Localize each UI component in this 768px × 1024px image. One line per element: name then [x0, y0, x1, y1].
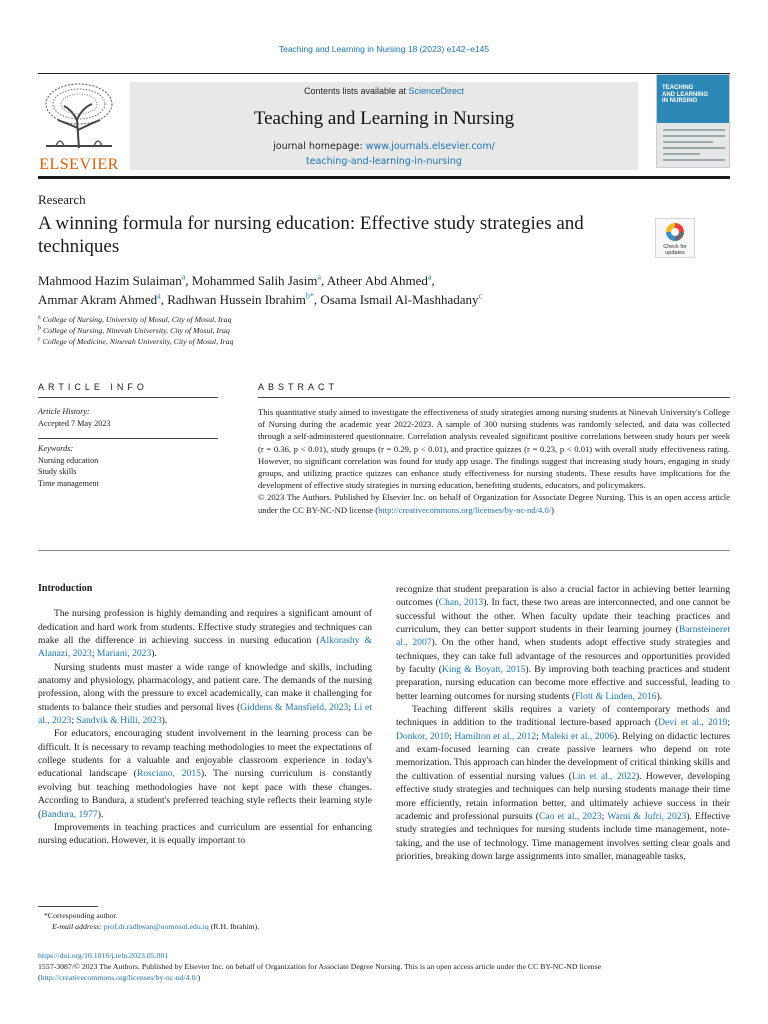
paragraph-text: Teaching different skills requires a variety of contemporary methods and techniques in addition to the traditional lecture-based approach ( [396, 704, 730, 729]
paragraph [38, 607, 372, 660]
article-history [38, 406, 111, 429]
paragraph-text: ). The nursing curriculum is constantly evolving but teaching methodologies have not kept pace with these changes. According to Bandura, a student's preferred teaching style reflects their learning style ( [38, 768, 372, 820]
citation-link[interactable]: Barnsteineret al., 2007 [396, 624, 730, 649]
citation-link[interactable]: Maleki et al., 2006 [541, 730, 614, 742]
homepage-link-line2[interactable]: teaching-and-learning-in-nursing [306, 156, 462, 167]
keyword: Study skills [38, 467, 77, 476]
article-type: Research [38, 192, 86, 207]
paragraph-text: For educators, encouraging student involvement in the learning process can be difficult. It is necessary to revamp teaching methodologies to meet the expectations of college students for a valuable and enjoyable classroom experience in today's educational landscape ( [38, 728, 372, 780]
citation-link[interactable]: Sandvik & Hilli, 2023 [76, 715, 162, 727]
keyword: Nursing education [38, 455, 99, 465]
paragraph-text: ). Effective study strategies and techniques for nursing students include time management, note-taking, and the use of technology. Time management involves setting clear goals and priorities, breaking down large assignments into smaller, manageable tasks, [396, 810, 731, 862]
author-affiliation-mark[interactable]: a [181, 272, 186, 282]
author-name[interactable]: Atheer Abd Ahmed [326, 273, 428, 288]
paragraph-text: ). On the other hand, when students adopt effective study strategies and techniques, they can take full advantage of the resources and opportunities provided by faculty ( [396, 637, 730, 676]
citation-link[interactable]: Chan, 2013 [438, 597, 484, 609]
citation-link[interactable]: Li et al., 2023 [38, 701, 372, 727]
citation-separator: ; [71, 715, 77, 727]
article-info-rule [38, 397, 218, 398]
crossmark-icon [665, 222, 685, 244]
author-affiliation-mark[interactable]: b* [305, 291, 314, 301]
paren-open: ( [38, 973, 41, 982]
footer-license-url-line [38, 972, 730, 983]
author-separator: , [185, 273, 192, 288]
citation-link[interactable]: Donkor, 2010 [396, 730, 450, 742]
author-affiliation-mark[interactable]: a [157, 291, 161, 301]
affiliation-text: College of Medicine, Ninevah University, City of Mosul, Iraq [42, 337, 234, 346]
citation-link[interactable]: Cao et al., 2023 [538, 810, 602, 822]
keywords-label: Keywords: [38, 444, 74, 453]
journal-homepage [130, 139, 638, 169]
license-text: © 2023 The Authors. Published by Elsevier Inc. on behalf of Organization for Associate Degree Nursing. This is an open access article under the CC BY-NC-ND license ( [258, 492, 730, 515]
author-name[interactable]: Ammar Akram Ahmed [38, 292, 158, 307]
affiliation-key: b [38, 325, 41, 332]
journal-cover-thumbnail[interactable] [656, 74, 730, 168]
journal-header [38, 73, 730, 173]
paragraph-end: ). [161, 715, 168, 727]
citation-separator: ; [91, 648, 97, 660]
history-label: Article History: [38, 407, 90, 416]
author-name[interactable]: Osama Ismail Al-Mashhadany [320, 292, 479, 307]
corresponding-text: Corresponding author. [47, 911, 118, 920]
author-affiliation-mark[interactable]: a [427, 272, 432, 282]
paragraph [396, 703, 730, 863]
author-separator: , [160, 292, 168, 307]
paragraph-text: The nursing profession is highly demanding and requires a significant amount of dedication and hard work from students. Effective study strategies and techniques can make all the difference in achieving success in nursing education ( [38, 608, 372, 647]
citation-separator: ; [601, 810, 608, 822]
affiliation-item [38, 336, 233, 347]
section-heading-introduction: Introduction [38, 583, 93, 594]
email-label: E-mail address: [52, 922, 104, 931]
header-divider [38, 176, 730, 179]
citation-link[interactable]: Lin et al., 2022 [572, 770, 637, 782]
keyword: Time management [38, 478, 99, 488]
abstract-text: This quantitative study aimed to investigate the effectiveness of study strategies among nursing students at Ninevah University's College of Nursing during the academic year 2022-2023. A sample of 300 nursing students was randomly selected, and data was collected through a self-administered questionnaire. Correlation analysis revealed significant positive correlations between study hours per week (r = 0.36, p < 0.01), study groups (r = 0.29, p < 0.01), and practice quizzes (r = 0.23, p < 0.01) with overall study effectiveness rating. However, no significant correlation was found for study app usage. The findings suggest that increasing study hours, engaging in study groups, and utilizing practice quizzes can enhance study effectiveness for nursing students. These results have implications for the development of effective study strategies in nursing education, benefiting students, educators, and policymakers. [258, 407, 730, 491]
sciencedirect-link[interactable]: ScienceDirect [408, 86, 465, 96]
citation-separator: ; [348, 701, 354, 713]
citation-separator: ; [449, 730, 455, 742]
author-name[interactable]: Radhwan Hussein Ibrahim [167, 292, 306, 307]
affiliation-key: a [38, 314, 41, 321]
contents-prefix: Contents lists available at [303, 86, 409, 96]
check-for-updates-badge[interactable] [655, 218, 695, 258]
crossmark-label: Check for updates [663, 244, 687, 256]
footer-license: 1557-3087/© 2023 The Authors. Published by Elsevier Inc. on behalf of Organization for Associate Degree Nursing. This is an open access article under the CC BY-NC-ND license [38, 962, 602, 971]
affiliations [38, 314, 233, 347]
article-info-heading: ARTICLE INFO [38, 382, 148, 392]
citation-link[interactable]: Warni & Jufri, 2023 [607, 810, 687, 822]
author-affiliation-mark[interactable]: a [317, 272, 321, 282]
author-affiliation-mark[interactable]: c [478, 291, 483, 301]
citation-link[interactable]: Giddens & Mansfield, 2023 [240, 701, 349, 713]
page-footer [38, 950, 730, 983]
footnote [38, 910, 259, 932]
elsevier-logo[interactable] [38, 80, 120, 173]
article-title: A winning formula for nursing education: Effective study strategies and techniques [38, 213, 584, 257]
author-list [38, 271, 718, 309]
contents-line [130, 86, 638, 96]
author-separator: , [313, 292, 321, 307]
homepage-link-line1[interactable]: www.journals.elsevier.com/ [365, 141, 495, 152]
citation-separator: ; [727, 717, 730, 729]
email-link[interactable]: prof.dr.radhwan@uomosul.edu.iq [103, 922, 209, 931]
author-separator: , [431, 273, 435, 288]
paragraph [396, 583, 730, 703]
affiliation-item [38, 325, 233, 336]
license-link[interactable]: http://creativecommons.org/licenses/by-nc-nd/4.0/ [378, 504, 552, 515]
paragraph-text: Nursing students must master a wide range of knowledge and skills, including anatomy and physiology, pharmacology, and patient care. The demands of the nursing profession, along with the pressure to excel academically, can make it challenging for students to balance their studies and personal lives ( [38, 661, 372, 713]
paragraph [38, 727, 372, 820]
citation-link[interactable]: Rosciano, 2015 [136, 768, 201, 780]
journal-title: Teaching and Learning in Nursing [253, 108, 515, 129]
author-name[interactable]: Mohammed Salih Jasim [191, 273, 318, 288]
footnote-rule [38, 906, 98, 907]
cover-title-line: AND LEARNING [662, 91, 708, 98]
citation-link[interactable]: Bandura, 1977 [41, 808, 98, 820]
body-column-right [396, 583, 730, 863]
abstract-body [258, 406, 730, 516]
body-column-left [38, 582, 372, 848]
paragraph-text: ). In fact, these two areas are interconnected, and one cannot be successful without the other. When faculty update their teaching practices and curriculum, they can better support students in their learning journey ( [396, 597, 730, 636]
info-divider [38, 438, 218, 439]
paragraph-end: ). [151, 648, 157, 660]
corresponding-author-note: *Corresponding author. [44, 911, 118, 920]
abstract-rule [258, 397, 730, 398]
journal-banner [130, 82, 638, 170]
doi-link[interactable]: https://doi.org/10.1016/j.teln.2023.05.001 [38, 951, 169, 960]
citation-link[interactable]: Hamilton et al., 2012 [454, 730, 537, 742]
email-suffix: (R.H. Ibrahim). [208, 922, 260, 931]
abstract-license [258, 491, 730, 515]
paragraph-text: recognize that student preparation is also a crucial factor in achieving better learning outcomes ( [396, 584, 730, 609]
citation-separator: ; [536, 730, 542, 742]
paragraph: Improvements in teaching practices and curriculum are essential for enhancing nursing education. However, it is equally important to [38, 821, 372, 847]
cover-title-line: IN NURSING [662, 98, 698, 104]
author-separator: , [321, 273, 327, 288]
citation-link[interactable]: Mariani, 2023 [96, 648, 152, 660]
elsevier-tree-icon [42, 80, 116, 150]
abstract-bottom-rule [38, 550, 730, 551]
citation-link[interactable]: Alkorashy & Alanazi, 2023 [38, 635, 372, 660]
cover-title [662, 85, 708, 105]
license-close: ) [551, 504, 555, 515]
author-name[interactable]: Mahmood Hazim Sulaiman [38, 273, 182, 288]
abstract-heading: ABSTRACT [258, 382, 339, 392]
history-value: Accepted 7 May 2023 [38, 418, 111, 428]
affiliation-text: College of Nursing, University of Mosul, City of Mosul, Iraq [42, 315, 232, 324]
email-note [38, 921, 259, 932]
citation-link[interactable]: Devi et al., 2019 [658, 717, 728, 729]
paragraph-text: ). Relying on didactic lectures and exam-focused learning can create passive learners who depend on rote memorization. This approach can hinder the development of critical thinking skills and the cultivation of essential nursing values ( [396, 730, 730, 782]
keywords [38, 443, 99, 489]
cover-title-line: TEACHING [662, 85, 694, 91]
paragraph [38, 661, 372, 728]
running-head: Teaching and Learning in Nursing 18 (2023) e142–e145 [278, 44, 490, 54]
citation-link[interactable]: King & Boyatt, 2015 [441, 664, 526, 676]
cover-text-lines [663, 129, 725, 165]
affiliation-key: c [38, 336, 41, 343]
paragraph-end: ). [97, 808, 104, 820]
paragraph-text: ). By improving both teaching practices and student preparation, nursing education can become more effective and successful, leading to better learning outcomes for nursing students ( [396, 664, 730, 702]
citation-link[interactable]: Flott & Linden, 2016 [575, 690, 657, 702]
homepage-label: journal homepage: [273, 141, 366, 152]
paragraph-end: ). [656, 690, 663, 702]
affiliation-item [38, 314, 233, 325]
footer-license-link[interactable]: http://creativecommons.org/licenses/by-nc-nd/4.0/ [40, 973, 198, 982]
paragraph-text: ). However, developing effective study strategies and techniques can help nursing students manage their time more efficiently, retain information better, and ultimately achieve success in their academic and professional pursuits ( [396, 770, 731, 822]
affiliation-text: College of Nursing, Ninevah University, City of Mosul, Iraq [42, 326, 230, 335]
publisher-name: ELSEVIER [39, 156, 119, 173]
paren-close: ) [197, 973, 201, 982]
